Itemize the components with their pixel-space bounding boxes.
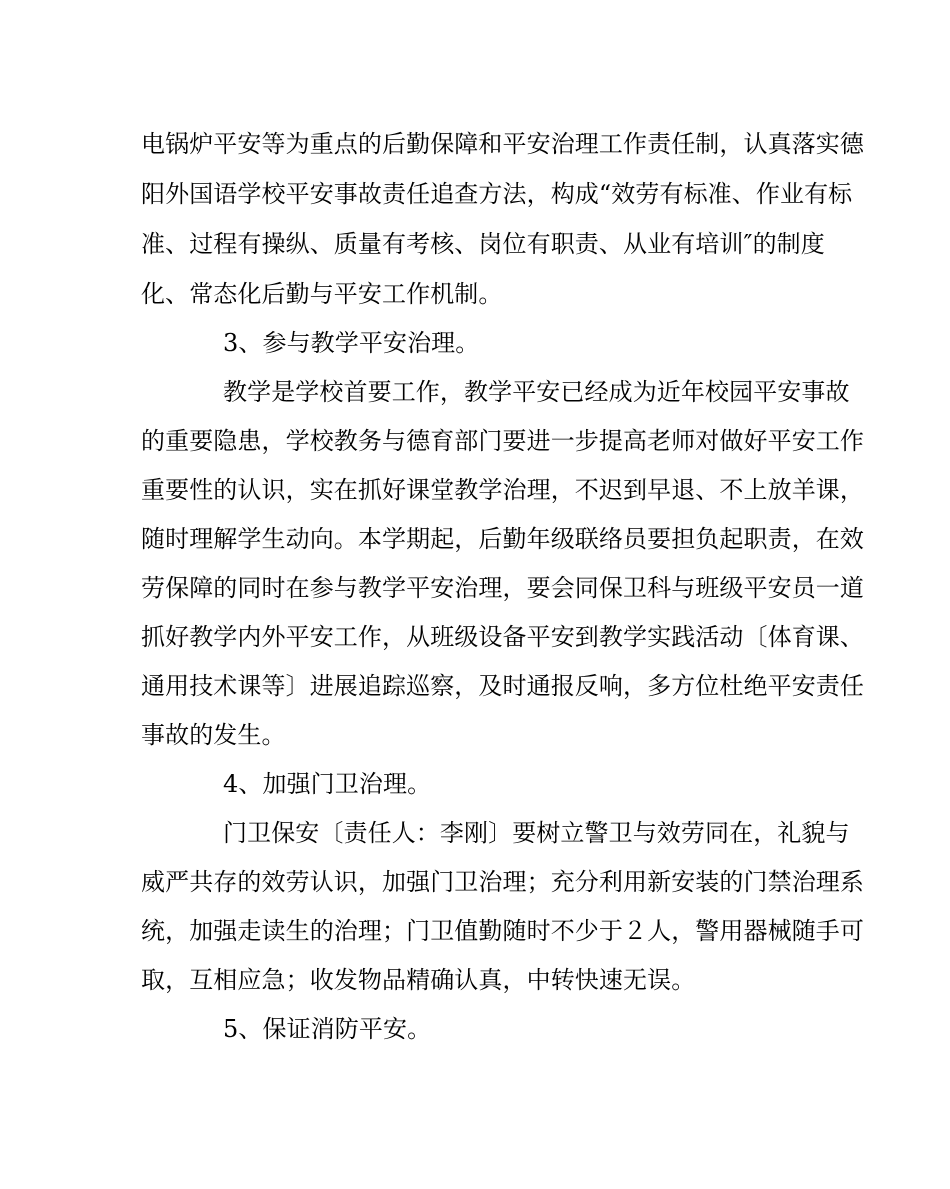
- paragraph-line: 统，加强走读生的治理；门卫值勤随时不少于２人，警用器械随手可: [141, 917, 864, 945]
- paragraph-line: 准、过程有操纵、质量有考核、岗位有职责、从业有培训″的制度: [141, 230, 825, 258]
- paragraph-line: 门卫保安〔责任人：李刚〕要树立警卫与效劳同在，礼貌与: [223, 819, 850, 847]
- paragraph-line: 的重要隐患，学校教务与德育部门要进一步提高老师对做好平安工作: [141, 427, 864, 455]
- paragraph-line: 重要性的认识，实在抓好课堂教学治理，不迟到早退、不上放羊课，: [141, 476, 864, 504]
- paragraph-line: 取，互相应急；收发物品精确认真，中转快速无误。: [141, 966, 696, 994]
- paragraph-line: 阳外国语学校平安事故责任追查方法，构成“效劳有标准、作业有标: [141, 180, 853, 208]
- section-heading-4: 4、加强门卫治理。: [223, 770, 432, 798]
- paragraph-line: 劳保障的同时在参与教学平安治理，要会同保卫科与班级平安员一道: [141, 574, 864, 602]
- paragraph-line: 电锅炉平安等为重点的后勤保障和平安治理工作责任制，认真落实德: [141, 130, 864, 158]
- section-heading-5: 5、保证消防平安。: [223, 1015, 432, 1043]
- paragraph-line: 通用技术课等〕进展追踪巡察，及时通报反响，多方位杜绝平安责任: [141, 672, 864, 700]
- section-heading-3: 3、参与教学平安治理。: [223, 329, 480, 357]
- paragraph-line: 化、常态化后勤与平安工作机制。: [141, 280, 503, 308]
- paragraph-line: 事故的发生。: [141, 721, 286, 749]
- paragraph-line: 教学是学校首要工作，教学平安已经成为近年校园平安事故: [223, 378, 850, 406]
- paragraph-line: 威严共存的效劳认识，加强门卫治理；充分利用新安装的门禁治理系: [141, 868, 864, 896]
- paragraph-line: 抓好教学内外平安工作，从班级设备平安到教学实践活动〔体育课、: [141, 623, 864, 651]
- paragraph-line: 随时理解学生动向。本学期起，后勤年级联络员要担负起职责，在效: [141, 525, 864, 553]
